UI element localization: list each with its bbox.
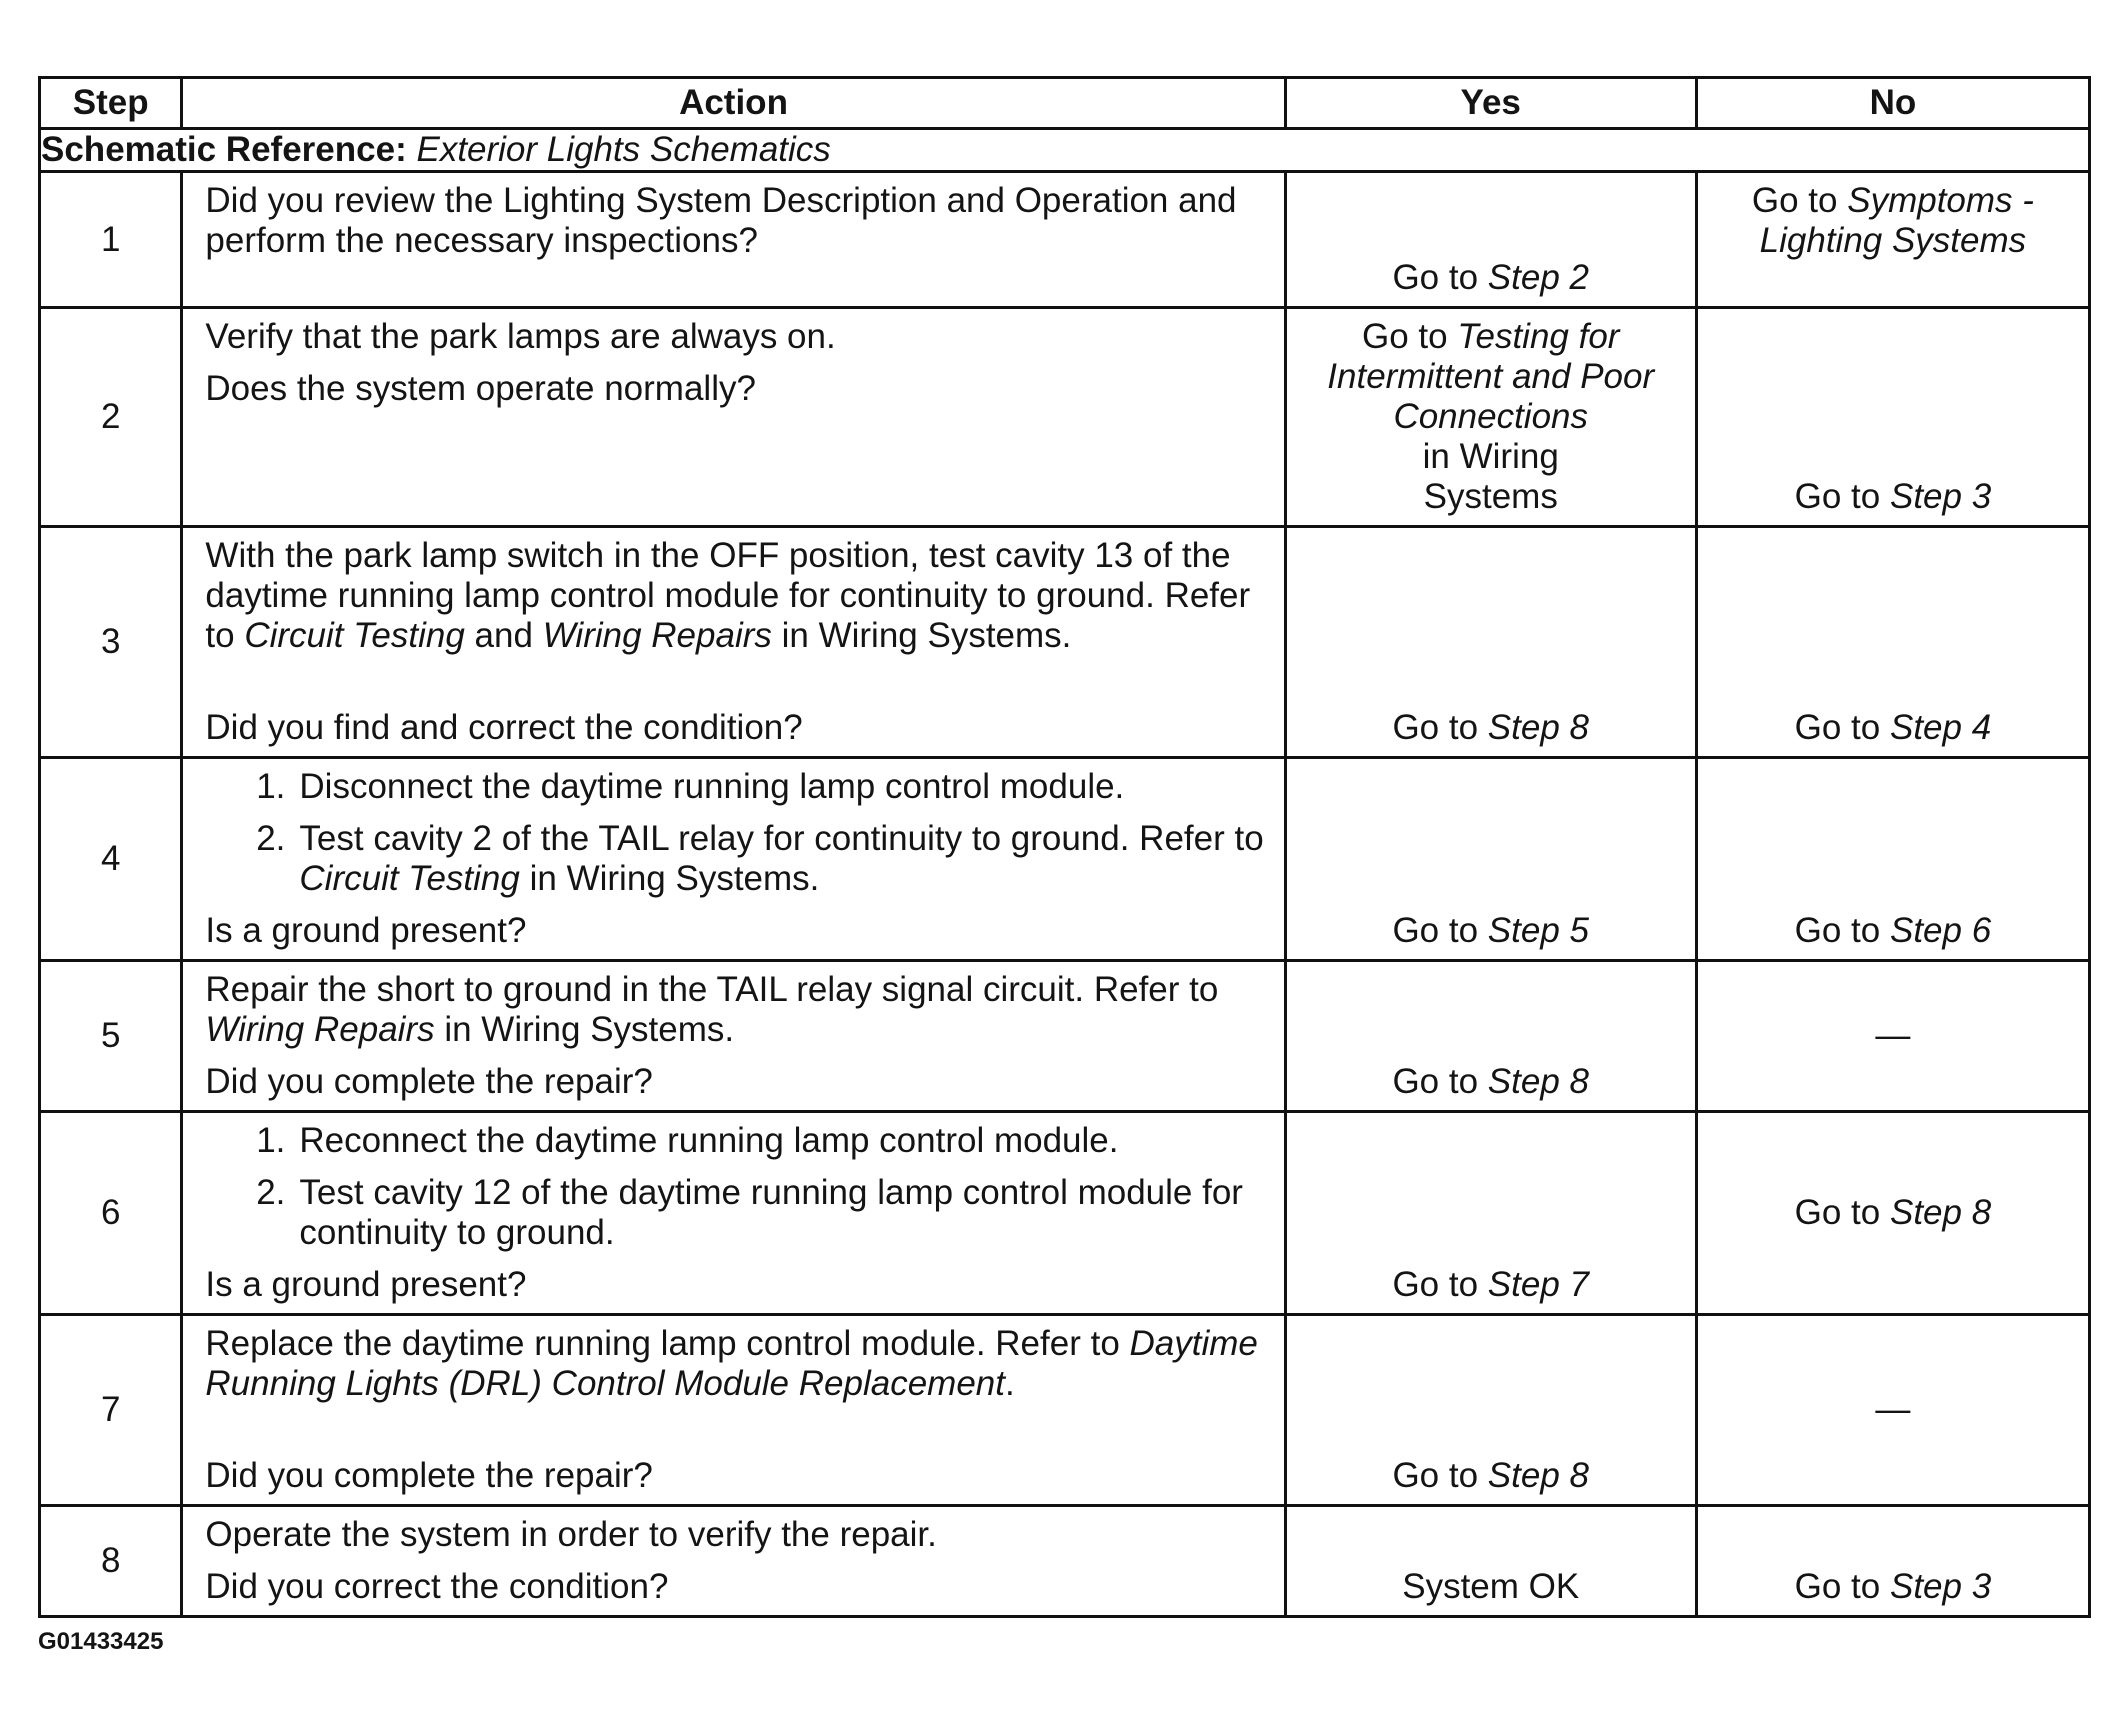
action-text: Operate the system in order to verify the repair. bbox=[205, 1515, 937, 1554]
action-text: Did you review the Lighting System Description and Operation and perform the necessary inspections? bbox=[205, 181, 1237, 260]
yes-text: in Wiring bbox=[1422, 437, 1559, 476]
diagnostic-table bbox=[38, 76, 2091, 1618]
yes-link[interactable]: Step 5 bbox=[1487, 911, 1589, 950]
go-to-text: Go to bbox=[1794, 477, 1881, 516]
action-text: Repair the short to ground in the TAIL relay signal circuit. Refer to Wiring Repairs in Wiring Systems. bbox=[205, 970, 1219, 1049]
yes-cell bbox=[1285, 308, 1696, 527]
action-cell bbox=[182, 308, 1285, 527]
no-link[interactable]: Step 3 bbox=[1889, 1567, 1992, 1606]
wiring-repairs-link[interactable]: Wiring Repairs bbox=[542, 616, 772, 655]
sub-steps-list bbox=[205, 1121, 1267, 1253]
yes-link[interactable]: Step 2 bbox=[1487, 258, 1589, 297]
yes-link[interactable]: Testing for Intermittent and Poor Connections bbox=[1327, 317, 1655, 436]
wiring-repairs-link[interactable]: Wiring Repairs bbox=[205, 1010, 435, 1049]
action-cell bbox=[182, 1506, 1285, 1617]
action-question: Is a ground present? bbox=[205, 1265, 527, 1304]
header-row bbox=[40, 78, 2090, 129]
action-cell bbox=[182, 1315, 1285, 1506]
yes-cell: Go to Step 8 bbox=[1285, 961, 1696, 1112]
action-question: Did you complete the repair? bbox=[205, 1456, 653, 1495]
no-link-cont[interactable]: Lighting Systems bbox=[1759, 221, 2027, 260]
table-row bbox=[40, 961, 2090, 1112]
action-text: Verify that the park lamps are always on. bbox=[205, 317, 836, 356]
step-number: 1 bbox=[40, 172, 182, 308]
action-question: Does the system operate normally? bbox=[205, 369, 756, 408]
action-cell bbox=[182, 961, 1285, 1112]
list-item: 1. Reconnect the daytime running lamp control module. bbox=[256, 1121, 1119, 1160]
schematic-link[interactable]: Exterior Lights Schematics bbox=[416, 130, 831, 169]
schematic-reference-row bbox=[40, 129, 2090, 172]
action-cell bbox=[182, 527, 1285, 758]
yes-cell bbox=[1285, 172, 1696, 308]
step-number: 4 bbox=[40, 758, 182, 961]
no-cell: Go to Step 3 bbox=[1696, 1506, 2089, 1617]
no-dash: — bbox=[1875, 1390, 1911, 1429]
no-cell bbox=[1696, 1315, 2089, 1506]
header-action: Action bbox=[182, 78, 1285, 129]
step-number: 6 bbox=[40, 1112, 182, 1315]
header-yes: Yes bbox=[1285, 78, 1696, 129]
header-no: No bbox=[1696, 78, 2089, 129]
go-to-text: Go to bbox=[1392, 258, 1479, 297]
sub-steps-list bbox=[205, 767, 1267, 899]
no-dash: — bbox=[1875, 1016, 1911, 1055]
action-cell bbox=[182, 758, 1285, 961]
yes-link[interactable]: Step 7 bbox=[1487, 1265, 1589, 1304]
table-row bbox=[40, 758, 2090, 961]
action-cell bbox=[182, 172, 1285, 308]
action-cell bbox=[182, 1112, 1285, 1315]
table-row bbox=[40, 308, 2090, 527]
circuit-testing-link[interactable]: Circuit Testing bbox=[299, 859, 520, 898]
no-cell: Go to Step 8 bbox=[1696, 1112, 2089, 1315]
yes-link[interactable]: Step 8 bbox=[1487, 1456, 1589, 1495]
drl-module-replacement-link[interactable]: Daytime Running Lights (DRL) Control Module Replacement bbox=[205, 1324, 1258, 1403]
step-number: 8 bbox=[40, 1506, 182, 1617]
action-question: Did you find and correct the condition? bbox=[205, 708, 803, 747]
table-row bbox=[40, 1506, 2090, 1617]
no-link[interactable]: Step 4 bbox=[1889, 708, 1992, 747]
step-number: 7 bbox=[40, 1315, 182, 1506]
yes-cell: Go to Step 8 bbox=[1285, 527, 1696, 758]
no-cell bbox=[1696, 308, 2089, 527]
yes-link[interactable]: Step 8 bbox=[1487, 708, 1589, 747]
table-row bbox=[40, 1315, 2090, 1506]
step-number: 2 bbox=[40, 308, 182, 527]
table-row bbox=[40, 172, 2090, 308]
schematic-label: Schematic Reference: bbox=[41, 130, 407, 169]
no-link[interactable]: Step 3 bbox=[1889, 477, 1992, 516]
go-to-text: Go to bbox=[1361, 317, 1448, 356]
yes-cell: Go to Step 5 bbox=[1285, 758, 1696, 961]
yes-link[interactable]: Step 8 bbox=[1487, 1062, 1589, 1101]
go-to-text: Go to bbox=[1751, 181, 1838, 220]
no-link[interactable]: Step 6 bbox=[1889, 911, 1992, 950]
action-text: With the park lamp switch in the OFF position, test cavity 13 of the daytime running lamp control module for continuity to ground. Refer to Circuit Testing and Wiring Repairs in Wiring Systems. bbox=[205, 536, 1251, 655]
yes-text: System OK bbox=[1402, 1567, 1580, 1606]
table-row bbox=[40, 527, 2090, 758]
circuit-testing-link[interactable]: Circuit Testing bbox=[244, 616, 465, 655]
no-link[interactable]: Symptoms - bbox=[1847, 181, 2034, 220]
step-number: 3 bbox=[40, 527, 182, 758]
no-cell: Go to Step 4 bbox=[1696, 527, 2089, 758]
action-text: Replace the daytime running lamp control module. Refer to Daytime Running Lights (DRL) Control Module Replacement. bbox=[205, 1324, 1258, 1403]
no-cell: Go to Step 6 bbox=[1696, 758, 2089, 961]
action-question: Did you complete the repair? bbox=[205, 1062, 653, 1101]
table-row bbox=[40, 1112, 2090, 1315]
yes-cell bbox=[1285, 1506, 1696, 1617]
list-item: 2. Test cavity 2 of the TAIL relay for continuity to ground. Refer to Circuit Testing in Wiring Systems. bbox=[256, 819, 1264, 898]
yes-cell: Go to Step 7 bbox=[1285, 1112, 1696, 1315]
no-link[interactable]: Step 8 bbox=[1889, 1193, 1992, 1232]
no-cell bbox=[1696, 961, 2089, 1112]
header-step: Step bbox=[40, 78, 182, 129]
action-question: Is a ground present? bbox=[205, 911, 527, 950]
step-number: 5 bbox=[40, 961, 182, 1112]
action-question: Did you correct the condition? bbox=[205, 1567, 669, 1606]
figure-id: G01433425 bbox=[38, 1628, 164, 1655]
yes-cell: Go to Step 8 bbox=[1285, 1315, 1696, 1506]
yes-text: Systems bbox=[1423, 477, 1558, 516]
list-item: 2. Test cavity 12 of the daytime running lamp control module for continuity to ground. bbox=[256, 1173, 1243, 1252]
no-cell bbox=[1696, 172, 2089, 308]
list-item: 1. Disconnect the daytime running lamp control module. bbox=[256, 767, 1125, 806]
